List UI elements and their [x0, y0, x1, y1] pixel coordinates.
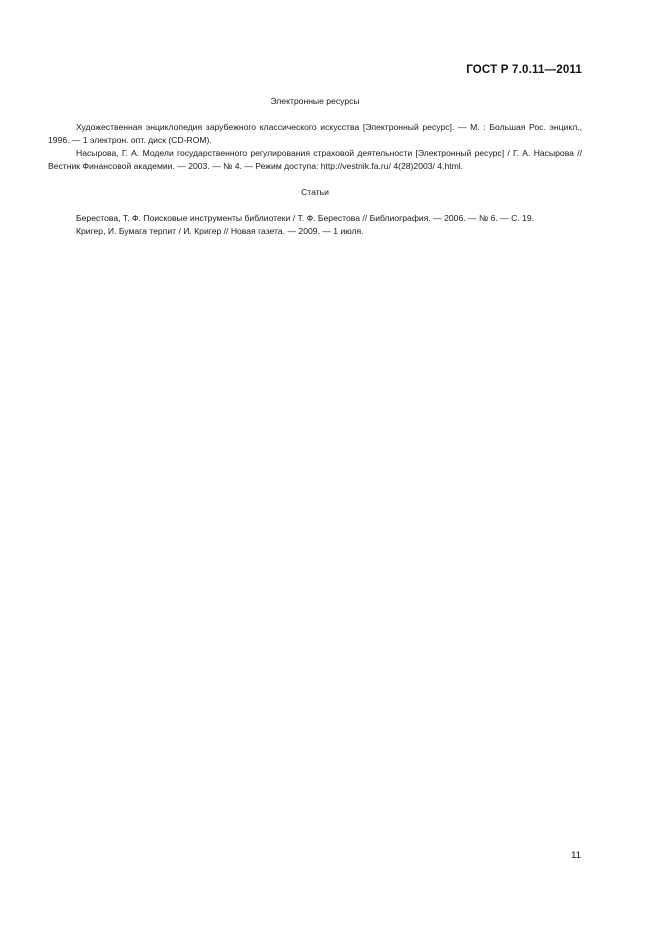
section-articles — [48, 186, 582, 238]
document-body — [48, 95, 582, 238]
bibliography-list — [48, 121, 582, 173]
section-electronic-resources — [48, 95, 582, 173]
page-number: 11 — [571, 850, 581, 861]
bibliography-entry: Насырова, Г. А. Модели государственного регулирования страховой деятельности [Электронный ресурс] / Г. А. Насырова // Вестник Финансовой академии. — 2003. — № 4. — Режим доступа: http://vestnik.fa.ru/ 4(28)2003/ 4.html. — [48, 148, 582, 171]
bibliography-list — [48, 212, 582, 238]
bibliography-entry: Художественная энциклопедия зарубежного классического искусства [Электронный ресурс]. — М. : Большая Рос. энцикл., 1996. — 1 электрон. опт. диск (CD-ROM). — [48, 122, 582, 145]
section-title: Статьи — [301, 187, 329, 197]
document-code-header: ГОСТ Р 7.0.11—2011 — [466, 64, 582, 76]
bibliography-entry: Берестова, Т. Ф. Поисковые инструменты библиотеки / Т. Ф. Берестова // Библиография. — 2006. — № 6. — С. 19. — [76, 213, 535, 223]
bibliography-entry: Кригер, И. Бумага терпит / И. Кригер // Новая газета. — 2009. — 1 июля. — [76, 226, 364, 236]
section-title: Электронные ресурсы — [270, 96, 360, 106]
